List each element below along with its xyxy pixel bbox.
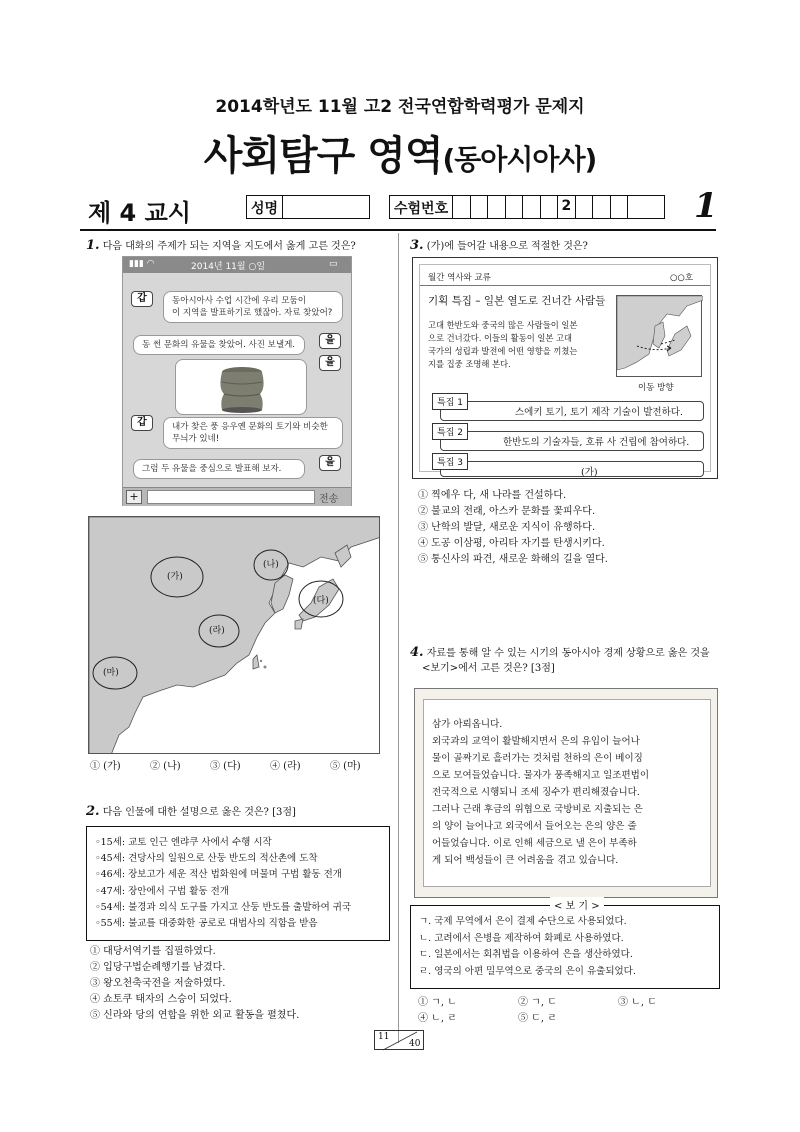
map-caption: 이동 방향	[638, 383, 674, 393]
magazine-body	[428, 319, 618, 371]
exam-digit-cell[interactable]	[628, 196, 646, 218]
total-pages: 40	[409, 1039, 421, 1049]
map-label-ra: (라)	[209, 626, 225, 636]
scroll-line: 물이 골짜기로 흘러가는 것처럼 천하의 은이 베이징	[432, 753, 643, 764]
timeline-item: ◦47세: 장안에서 구법 활동 전개	[95, 885, 229, 897]
chat-text: 동 썬 문화의 유물을 찾았어. 사진 보낼게.	[142, 340, 295, 350]
chat-phone-screen	[122, 256, 352, 506]
exam-digit-cell[interactable]	[523, 196, 541, 218]
scroll-paper	[423, 699, 711, 887]
chat-bubble	[133, 459, 305, 479]
bogi-item: ㄴ. 고려에서 은병을 제작하여 화폐로 사용하였다.	[419, 932, 624, 944]
q4-choice-2[interactable]: ② ㄱ, ㄷ	[518, 997, 557, 1008]
map-label-da: (다)	[313, 596, 329, 606]
scroll-line: 그러나 근래 후금의 위협으로 국방비로 지출되는 은	[432, 804, 643, 815]
scroll-line: 외국과의 교역이 활발해지면서 은의 유입이 늘어나	[432, 736, 640, 747]
magazine-inner	[419, 264, 711, 478]
q4-choice-5[interactable]: ⑤ ㄷ, ㄹ	[518, 1013, 557, 1024]
subject-title	[0, 124, 800, 181]
exam-digit-cell[interactable]	[541, 196, 559, 218]
q3-choice-5[interactable]: ⑤ 통신사의 파견, 새로운 화해의 길을 열다.	[418, 554, 608, 565]
q3-choice-1[interactable]: ① 찍에우 다, 새 나라를 건설하다.	[418, 490, 567, 501]
exam-digit-cell[interactable]	[506, 196, 524, 218]
q1-choice-2[interactable]: ② (나)	[150, 761, 181, 772]
magazine-divider	[420, 285, 710, 286]
scroll-line: 의 양이 늘어나고 외국에서 들어오는 은의 양은 줄	[432, 821, 637, 832]
map-drawing	[89, 517, 380, 754]
q4-number: 4.	[410, 645, 424, 660]
q4-choice-1[interactable]: ① ㄱ, ㄴ	[418, 997, 457, 1008]
scroll-line: 으로 모여들었습니다. 물자가 풍족해지고 일조편법이	[432, 770, 649, 781]
exam-digit-cell[interactable]	[576, 196, 594, 218]
map-label-ma: (마)	[103, 668, 119, 678]
q3-prompt-text: (가)에 들어갈 내용으로 적절한 것은?	[426, 241, 588, 252]
speaker-eul: 을	[319, 355, 341, 371]
q2-choice-4[interactable]: ④ 쇼토쿠 태자의 스승이 되었다.	[90, 994, 232, 1005]
feature-text: 스에키 토기, 토기 제작 기술이 발전하다.	[515, 407, 683, 418]
period-label: 제 4 교시	[88, 199, 191, 227]
scroll-line: 게 되어 백성들이 큰 어려움을 겪고 있습니다.	[432, 855, 619, 866]
body-line: 지를 집중 조명해 본다.	[428, 359, 511, 369]
speaker-eul: 을	[319, 333, 341, 349]
exam-digit-cell[interactable]	[593, 196, 611, 218]
magazine-box	[412, 257, 718, 479]
q1-choice-1[interactable]: ① (가)	[90, 761, 121, 772]
timeline-item: ◦55세: 불교를 대중화한 공로로 대법사의 직함을 받음	[95, 918, 318, 930]
bogi-item: ㄱ. 국제 무역에서 은이 결제 수단으로 사용되었다.	[419, 916, 627, 927]
scroll-line: 어들었습니다. 이로 인해 세금으로 낼 은이 부족하	[432, 838, 637, 849]
feature-tag: 특집 2	[432, 423, 468, 440]
magazine-name: 월간 역사와 교류	[428, 273, 491, 283]
q1-choice-5[interactable]: ⑤ (마)	[330, 761, 361, 772]
header-divider	[80, 229, 716, 231]
q3-prompt	[410, 238, 720, 254]
q2-choices	[90, 944, 299, 1024]
migration-map	[616, 295, 702, 377]
chat-input[interactable]	[147, 490, 315, 504]
current-page: 11	[378, 1032, 390, 1042]
bronze-drum-photo	[176, 360, 308, 416]
exam-digit-cell: 2	[558, 196, 576, 218]
bogi-box	[410, 905, 720, 989]
q1-choice-4[interactable]: ④ (라)	[270, 761, 301, 772]
feature-tag: 특집 3	[432, 453, 468, 470]
east-asia-map	[88, 516, 380, 754]
body-line: 으로 건너갔다. 이들의 활동이 일본 고대	[428, 333, 573, 343]
chat-photo-bubble	[175, 359, 307, 415]
memorial-scroll	[414, 688, 718, 898]
send-button[interactable]: 전송	[319, 494, 339, 505]
speaker-eul: 을	[319, 455, 341, 471]
q2-choice-2[interactable]: ② 입당구법순례행기를 남겼다.	[90, 962, 226, 973]
subject-main: 사회탐구 영역	[203, 133, 443, 179]
chat-text: 내가 찾은 풍 응우옌 문화의 토기와 비슷한	[172, 422, 328, 432]
feature-line	[440, 461, 704, 477]
timeline-item: ◦54세: 불경과 의식 도구를 가지고 산둥 반도를 출발하여 귀국	[95, 901, 352, 913]
chat-bubble	[163, 291, 343, 323]
q4-choice-4[interactable]: ④ ㄴ, ㄹ	[418, 1013, 457, 1024]
q2-choice-5[interactable]: ⑤ 신라와 당의 연합을 위한 외교 활동을 펼쳤다.	[90, 1010, 300, 1021]
scroll-line: 전국적으로 시행되니 조세 징수가 편리해졌습니다.	[432, 787, 640, 798]
name-field[interactable]	[246, 195, 370, 219]
chat-text: 그럼 두 유물을 중심으로 발표해 보자.	[142, 464, 282, 474]
subject-sub: (동아시아사)	[442, 143, 597, 176]
magazine-issue: ○○호	[670, 273, 694, 283]
chat-bubble	[163, 417, 343, 449]
feature-line	[440, 431, 704, 451]
signal-icon: ▮▮▮ ◠	[129, 259, 155, 269]
bogi-title: < 보 기 >	[550, 897, 604, 912]
map-label-ga: (가)	[167, 572, 183, 582]
body-line: 국가의 성립과 발전에 어떤 영향을 끼쳤는	[428, 346, 578, 356]
exam-digit-cell[interactable]	[611, 196, 629, 218]
q4-prompt	[410, 645, 722, 676]
q1-choice-3[interactable]: ③ (다)	[210, 761, 241, 772]
exam-digit-cell[interactable]	[471, 196, 489, 218]
q3-number: 3.	[410, 238, 424, 253]
bogi-item: ㄹ. 영국의 아편 밀무역으로 중국의 은이 유출되었다.	[419, 965, 636, 977]
feature-text: 한반도의 기술자들, 호류 사 건립에 참여하다.	[503, 437, 690, 448]
exam-number-label: 수험번호	[390, 196, 453, 218]
q3-choice-4[interactable]: ④ 도공 이삼평, 아리타 자기를 탄생시키다.	[418, 538, 605, 549]
plus-button[interactable]: +	[126, 490, 142, 504]
migration-map-drawing	[617, 296, 703, 378]
feature-tag: 특집 1	[432, 393, 468, 410]
q4-prompt-text-2: <보기>에서 고른 것은? [3점]	[422, 663, 555, 674]
phone-status-date: 2014년 11월 ○일	[191, 262, 266, 272]
chat-text: 무늬가 있네!	[172, 434, 220, 444]
q3-choice-2[interactable]: ② 불교의 전래, 아스카 문화를 꽃피우다.	[418, 506, 596, 517]
q2-choice-1[interactable]: ① 대당서역기를 집필하였다.	[90, 946, 216, 957]
q2-prompt	[86, 804, 391, 820]
magazine-headline: 기획 특집 – 일본 열도로 건너간 사람들	[428, 295, 606, 307]
page-counter	[374, 1030, 424, 1050]
feature-line	[440, 401, 704, 421]
q1-prompt-text: 다음 대화의 주제가 되는 지역을 지도에서 옳게 고른 것은?	[102, 241, 356, 252]
q3-choices	[418, 488, 608, 568]
timeline-item: ◦45세: 견당사의 일원으로 산둥 반도의 적산촌에 도착	[95, 853, 318, 865]
chat-text: 이 지역을 발표하기로 했잖아. 자료 찾았어?	[172, 308, 333, 318]
q4-prompt-text-1: 자료를 통해 알 수 있는 시기의 동아시아 경제 상황으로 옳은 것을	[426, 648, 710, 659]
q2-choice-3[interactable]: ③ 왕오천축국전을 저술하였다.	[90, 978, 226, 989]
q3-choice-3[interactable]: ③ 난학의 발달, 새로운 지식이 유행하다.	[418, 522, 596, 533]
q1-prompt	[86, 238, 391, 254]
name-label: 성명	[247, 196, 283, 218]
chat-input-bar	[123, 487, 351, 506]
phone-status-bar	[123, 257, 351, 273]
q2-prompt-text: 다음 인물에 대한 설명으로 옳은 것은? [3점]	[102, 807, 296, 818]
battery-icon: ▭	[329, 259, 338, 269]
exam-digit-cell[interactable]	[453, 196, 471, 218]
bogi-item: ㄷ. 일본에서는 회취법을 이용하여 은을 생산하였다.	[419, 949, 633, 960]
map-label-na: (나)	[263, 560, 279, 570]
exam-title: 2014학년도 11월 고2 전국연합학력평가 문제지	[215, 97, 585, 117]
exam-number-field[interactable]	[389, 195, 665, 219]
page-number: 1	[694, 186, 718, 226]
speaker-gap: 갑	[131, 415, 153, 431]
scroll-line: 삼가 아뢰옵니다.	[432, 719, 503, 730]
feature-text: (가)	[581, 467, 598, 478]
q1-number: 1.	[86, 238, 100, 253]
scroll-text	[432, 716, 708, 869]
exam-digit-cell[interactable]	[488, 196, 506, 218]
timeline-item: ◦46세: 장보고가 세운 적산 법화원에 머물며 구법 활동 전개	[95, 869, 342, 881]
chat-bubble	[133, 335, 305, 355]
column-divider	[398, 233, 399, 1043]
q4-choice-3[interactable]: ③ ㄴ, ㄷ	[618, 997, 657, 1008]
timeline-item: ◦15세: 교토 인근 엔랴쿠 사에서 수행 시작	[95, 837, 272, 848]
speaker-gap: 갑	[131, 291, 153, 307]
body-line: 고대 한반도와 중국의 많은 사람들이 일본	[428, 320, 578, 330]
q2-timeline-box	[86, 826, 390, 941]
chat-text: 동아시아사 수업 시간에 우리 모둠이	[172, 296, 306, 306]
q2-number: 2.	[86, 804, 100, 819]
